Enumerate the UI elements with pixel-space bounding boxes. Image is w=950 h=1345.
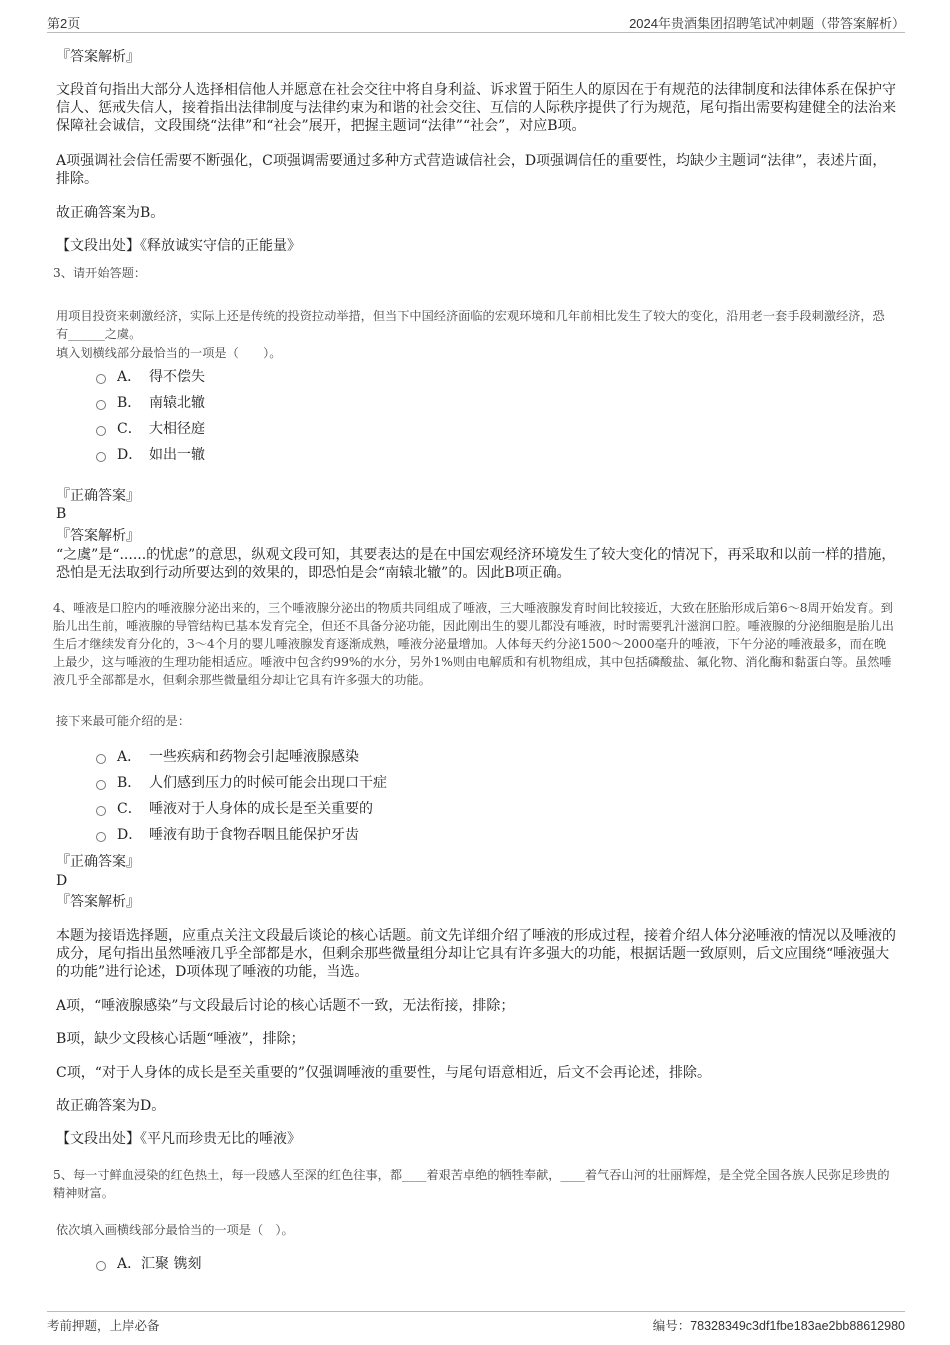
radio-icon[interactable] xyxy=(96,452,106,462)
q4-option-b[interactable] xyxy=(96,774,387,792)
q4-answer-label: 『正确答案』 xyxy=(56,854,140,870)
q5-option-a[interactable] xyxy=(96,1255,201,1273)
radio-icon[interactable] xyxy=(96,426,106,436)
page-number: 第2页 xyxy=(47,16,81,31)
q3-answer-label: 『正确答案』 xyxy=(56,488,140,504)
q5-prompt: 依次填入画横线部分最恰当的一项是（ ）。 xyxy=(56,1223,294,1237)
q3-option-d[interactable] xyxy=(96,446,205,464)
q4-source: 【文段出处】《平凡而珍贵无比的唾液》 xyxy=(56,1131,301,1147)
q4-analysis-paragraph-3: B项，缺少文段核心话题“唾液”，排除； xyxy=(56,1031,305,1047)
q2-analysis-label: 『答案解析』 xyxy=(56,49,140,65)
q2-conclusion: 故正确答案为B。 xyxy=(56,205,165,221)
option-letter: B． xyxy=(117,775,142,791)
q4-conclusion: 故正确答案为D。 xyxy=(56,1098,166,1114)
q4-stem: 4、唾液是口腔内的唾液腺分泌出来的，三个唾液腺分泌出的物质共同组成了唾液，三大唾液腺发育时间比较接近，大致在胚胎形成后第6～8周开始发育。到胎儿出生前，唾液腺的导管结构已基本发育完全，但还不具备分泌功能，因此刚出生的婴儿都没有唾液，时时需要乳汁滋润口腔。唾液腺的分泌细胞是胎儿出生后才继续发育分化的，3～4个月的婴儿唾液腺发育逐渐成熟，唾液分泌量增加。人体每天约分泌1500～2000毫升的唾液，下午分泌的唾液最多，而在晚上最少，这与唾液的生理功能相适应。唾液中包含约99%的水分，另外1%则由电解质和有机物组成，其中包括磷酸盐、氟化物、消化酶和黏蛋白等。虽然唾液几乎全部都是水，但剩余那些微量组分却让它具有许多强大的功能。 xyxy=(53,601,894,687)
q3-stem: 用项目投资来刺激经济，实际上还是传统的投资拉动举措，但当下中国经济面临的宏观环境和几年前相比发生了较大的变化，沿用老一套手段刺激经济，恐有______之虞。 xyxy=(56,309,885,341)
q2-analysis-paragraph-2: A项强调社会信任需要不断强化，C项强调需要通过多种方式营造诚信社会，D项强调信任的重要性，均缺少主题词“法律”，表述片面，排除。 xyxy=(56,153,887,187)
q4-option-a[interactable] xyxy=(96,748,359,766)
option-text: 唾液有助于食物吞咽且能保护牙齿 xyxy=(149,827,359,843)
option-text: 汇聚 镌刻 xyxy=(141,1256,202,1272)
q4-analysis-paragraph-1: 本题为接语选择题，应重点关注文段最后谈论的核心话题。前文先详细介绍了唾液的形成过程，接着介绍人体分泌唾液的情况以及唾液的成分，尾句指出虽然唾液几乎全部都是水，但剩余那些微量组分却让它具有许多强大的功能，根据话题一致原则，后文应围绕“唾液强大的功能”进行论述，D项体现了唾液的功能，当选。 xyxy=(56,928,896,980)
document-id: 编号：78328349c3df1fbe183ae2bb88612980 xyxy=(652,1319,905,1333)
page-header xyxy=(47,10,905,33)
q4-option-c[interactable] xyxy=(96,800,373,818)
radio-icon[interactable] xyxy=(96,754,106,764)
q3-option-c[interactable] xyxy=(96,420,205,438)
radio-icon[interactable] xyxy=(96,1261,106,1271)
option-letter: D． xyxy=(117,447,143,463)
q3-analysis: “之虞”是“......的忧虑”的意思，纵观文段可知，其要表达的是在中国宏观经济环境发生了较大变化的情况下，再采取和以前一样的措施，恐怕是无法取到行动所要达到的效果的，即恐怕是会“南辕北辙”的。因此B项正确。 xyxy=(56,547,896,581)
option-letter: C． xyxy=(117,421,142,437)
option-letter: A． xyxy=(117,749,142,765)
option-text: 人们感到压力的时候可能会出现口干症 xyxy=(149,775,387,791)
q3-prompt: 填入划横线部分最恰当的一项是（ ）。 xyxy=(56,346,282,360)
q3-analysis-label: 『答案解析』 xyxy=(56,528,140,544)
option-letter: C． xyxy=(117,801,142,817)
option-text: 得不偿失 xyxy=(149,369,205,385)
q3-option-a[interactable] xyxy=(96,368,205,386)
radio-icon[interactable] xyxy=(96,400,106,410)
q4-analysis-paragraph-4: C项，“对于人身体的成长是至关重要的”仅强调唾液的重要性，与尾句语意相近，后文不会再论述，排除。 xyxy=(56,1065,712,1081)
radio-icon[interactable] xyxy=(96,780,106,790)
option-text: 南辕北辙 xyxy=(149,395,205,411)
footer-slogan: 考前押题，上岸必备 xyxy=(47,1319,160,1333)
radio-icon[interactable] xyxy=(96,806,106,816)
page-footer xyxy=(47,1311,905,1336)
q4-prompt: 接下来最可能介绍的是： xyxy=(56,714,191,728)
option-text: 一些疾病和药物会引起唾液腺感染 xyxy=(149,749,359,765)
option-letter: D． xyxy=(117,827,143,843)
option-text: 大相径庭 xyxy=(149,421,205,437)
option-text: 唾液对于人身体的成长是至关重要的 xyxy=(149,801,373,817)
q4-answer: D xyxy=(56,873,68,889)
q4-analysis-paragraph-2: A项，“唾液腺感染”与文段最后讨论的核心话题不一致，无法衔接，排除； xyxy=(56,998,515,1014)
q5-stem: 5、每一寸鲜血浸染的红色热土，每一段感人至深的红色往事，都____着艰苦卓绝的牺牲奉献，____着气吞山河的壮丽辉煌，是全党全国各族人民弥足珍贵的精神财富。 xyxy=(53,1168,890,1200)
q2-source: 【文段出处】《释放诚实守信的正能量》 xyxy=(56,238,301,254)
q4-analysis-label: 『答案解析』 xyxy=(56,894,140,910)
option-text: 如出一辙 xyxy=(149,447,205,463)
document-title: 2024年贵酒集团招聘笔试冲刺题（带答案解析） xyxy=(629,16,905,31)
option-letter: A． xyxy=(117,1256,142,1272)
q3-answer: B xyxy=(56,506,67,522)
option-letter: B． xyxy=(117,395,142,411)
q3-option-b[interactable] xyxy=(96,394,205,412)
q2-analysis-paragraph-1: 文段首句指出大部分人选择相信他人并愿意在社会交往中将自身利益、诉求置于陌生人的原因在于有规范的法律制度和法律体系在保护守信人、惩戒失信人，接着指出法律制度与法律约束为和谐的社会交往、互信的人际秩序提供了行为规范，尾句指出需要构建健全的法治来保障社会诚信，文段围绕“法律”和“社会”展开，把握主题词“法律”“社会”，对应B项。 xyxy=(56,82,896,134)
q4-option-d[interactable] xyxy=(96,826,359,844)
radio-icon[interactable] xyxy=(96,832,106,842)
option-letter: A． xyxy=(117,369,142,385)
q3-number: 3、请开始答题： xyxy=(53,266,147,280)
radio-icon[interactable] xyxy=(96,374,106,384)
